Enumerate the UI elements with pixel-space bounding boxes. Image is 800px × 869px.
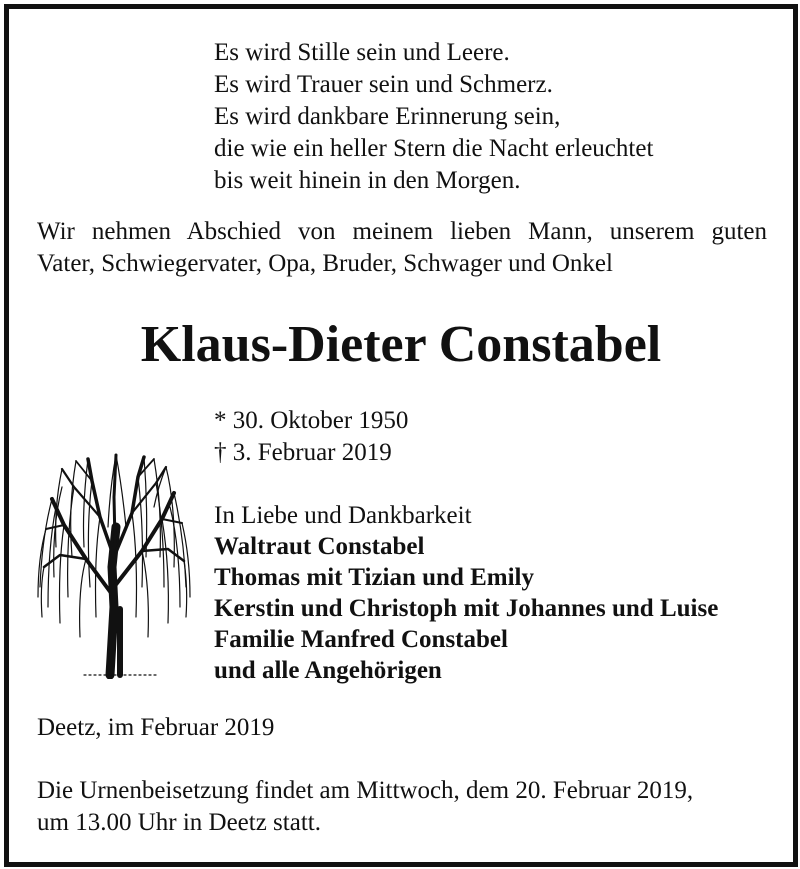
life-dates — [214, 405, 408, 469]
funeral-line: um 13.00 Uhr in Deetz statt. — [37, 809, 321, 836]
poem-line: Es wird Stille sein und Leere. — [214, 39, 510, 66]
mourner-name: und alle Angehörigen — [214, 657, 442, 684]
farewell-intro — [37, 216, 767, 280]
deceased-name: Klaus-Dieter Constabel — [140, 316, 662, 373]
mourners-heading: In Liebe und Dankbarkeit — [214, 502, 472, 529]
mourners-block — [214, 500, 718, 686]
poem-line: Es wird dankbare Erinnerung sein, — [214, 103, 561, 130]
mourner-name: Waltraut Constabel — [214, 533, 425, 560]
birth-date: * 30. Oktober 1950 — [214, 407, 409, 434]
mourner-name: Kerstin und Christoph mit Johannes und Luise — [214, 595, 719, 622]
obituary-frame — [4, 4, 798, 867]
poem-line: die wie ein heller Stern die Nacht erleuchtet — [214, 135, 654, 162]
mourner-name: Familie Manfred Constabel — [214, 626, 508, 653]
mourner-name: Thomas mit Tizian und Emily — [214, 564, 534, 591]
death-date: † 3. Februar 2019 — [214, 439, 392, 466]
poem-line: Es wird Trauer sein und Schmerz. — [214, 71, 553, 98]
weeping-willow-tree-icon — [34, 447, 194, 679]
poem — [214, 37, 653, 197]
poem-line: bis weit hinein in den Morgen. — [214, 167, 521, 194]
intro-line: Wir nehmen Abschied von meinem lieben Mann, unserem guten — [37, 218, 767, 245]
funeral-notice — [37, 775, 693, 839]
funeral-line: Die Urnenbeisetzung findet am Mittwoch, dem 20. Februar 2019, — [37, 777, 694, 804]
intro-line: Vater, Schwiegervater, Opa, Bruder, Schwager und Onkel — [37, 250, 613, 277]
place-and-date: Deetz, im Februar 2019 — [37, 714, 275, 741]
